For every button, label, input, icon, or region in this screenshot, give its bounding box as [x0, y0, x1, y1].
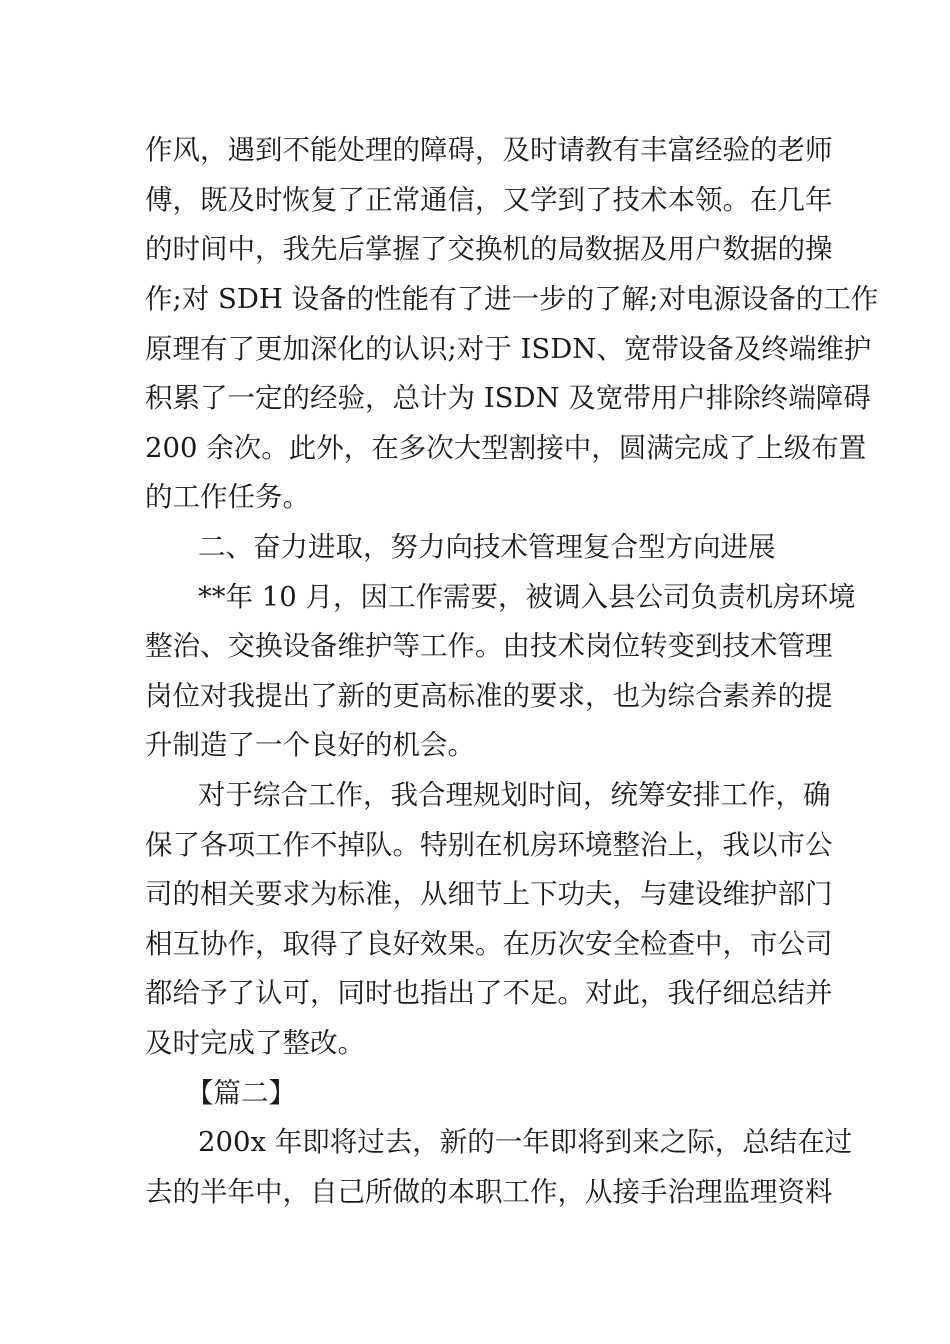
body-line: 作;对 SDH 设备的性能有了进一步的了解;对电源设备的工作 [145, 283, 879, 315]
paragraph-first-line: **年 10 月，因工作需要，被调入县公司负责机房环境 [198, 581, 856, 613]
body-line: 200 余次。此外，在多次大型割接中，圆满完成了上级布置 [145, 432, 867, 464]
body-line: 原理有了更加深化的认识;对于 ISDN、宽带设备及终端维护 [145, 333, 872, 365]
paragraph-first-line: 200x 年即将过去，新的一年即将到来之际，总结在过 [198, 1126, 853, 1158]
body-line: 岗位对我提出了新的更高标准的要求，也为综合素养的提 [145, 680, 833, 712]
section-heading: 二、奋力进取，努力向技术管理复合型方向进展 [198, 531, 776, 563]
body-line: 升制造了一个良好的机会。 [145, 729, 475, 761]
body-line: 整治、交换设备维护等工作。由技术岗位转变到技术管理 [145, 630, 833, 662]
body-line: 的时间中，我先后掌握了交换机的局数据及用户数据的操 [145, 233, 833, 265]
body-line: 相互协作，取得了良好效果。在历次安全检查中，市公司 [145, 928, 833, 960]
body-line: 积累了一定的经验，总计为 ISDN 及宽带用户排除终端障碍 [145, 382, 871, 414]
body-line: 傅，既及时恢复了正常通信，又学到了技术本领。在几年 [145, 184, 833, 216]
section-label: 【篇二】 [186, 1077, 296, 1109]
body-line: 的工作任务。 [145, 481, 310, 513]
paragraph-first-line: 对于综合工作，我合理规划时间，统筹安排工作，确 [198, 779, 831, 811]
body-line: 去的半年中，自己所做的本职工作，从接手治理监理资料 [145, 1176, 833, 1208]
body-line: 司的相关要求为标准，从细节上下功夫，与建设维护部门 [145, 878, 833, 910]
body-line: 作风，遇到不能处理的障碍，及时请教有丰富经验的老师 [145, 134, 833, 166]
body-line: 及时完成了整改。 [145, 1027, 365, 1059]
body-line: 都给予了认可，同时也指出了不足。对此，我仔细总结并 [145, 977, 833, 1009]
body-line: 保了各项工作不掉队。特别在机房环境整治上，我以市公 [145, 829, 833, 861]
